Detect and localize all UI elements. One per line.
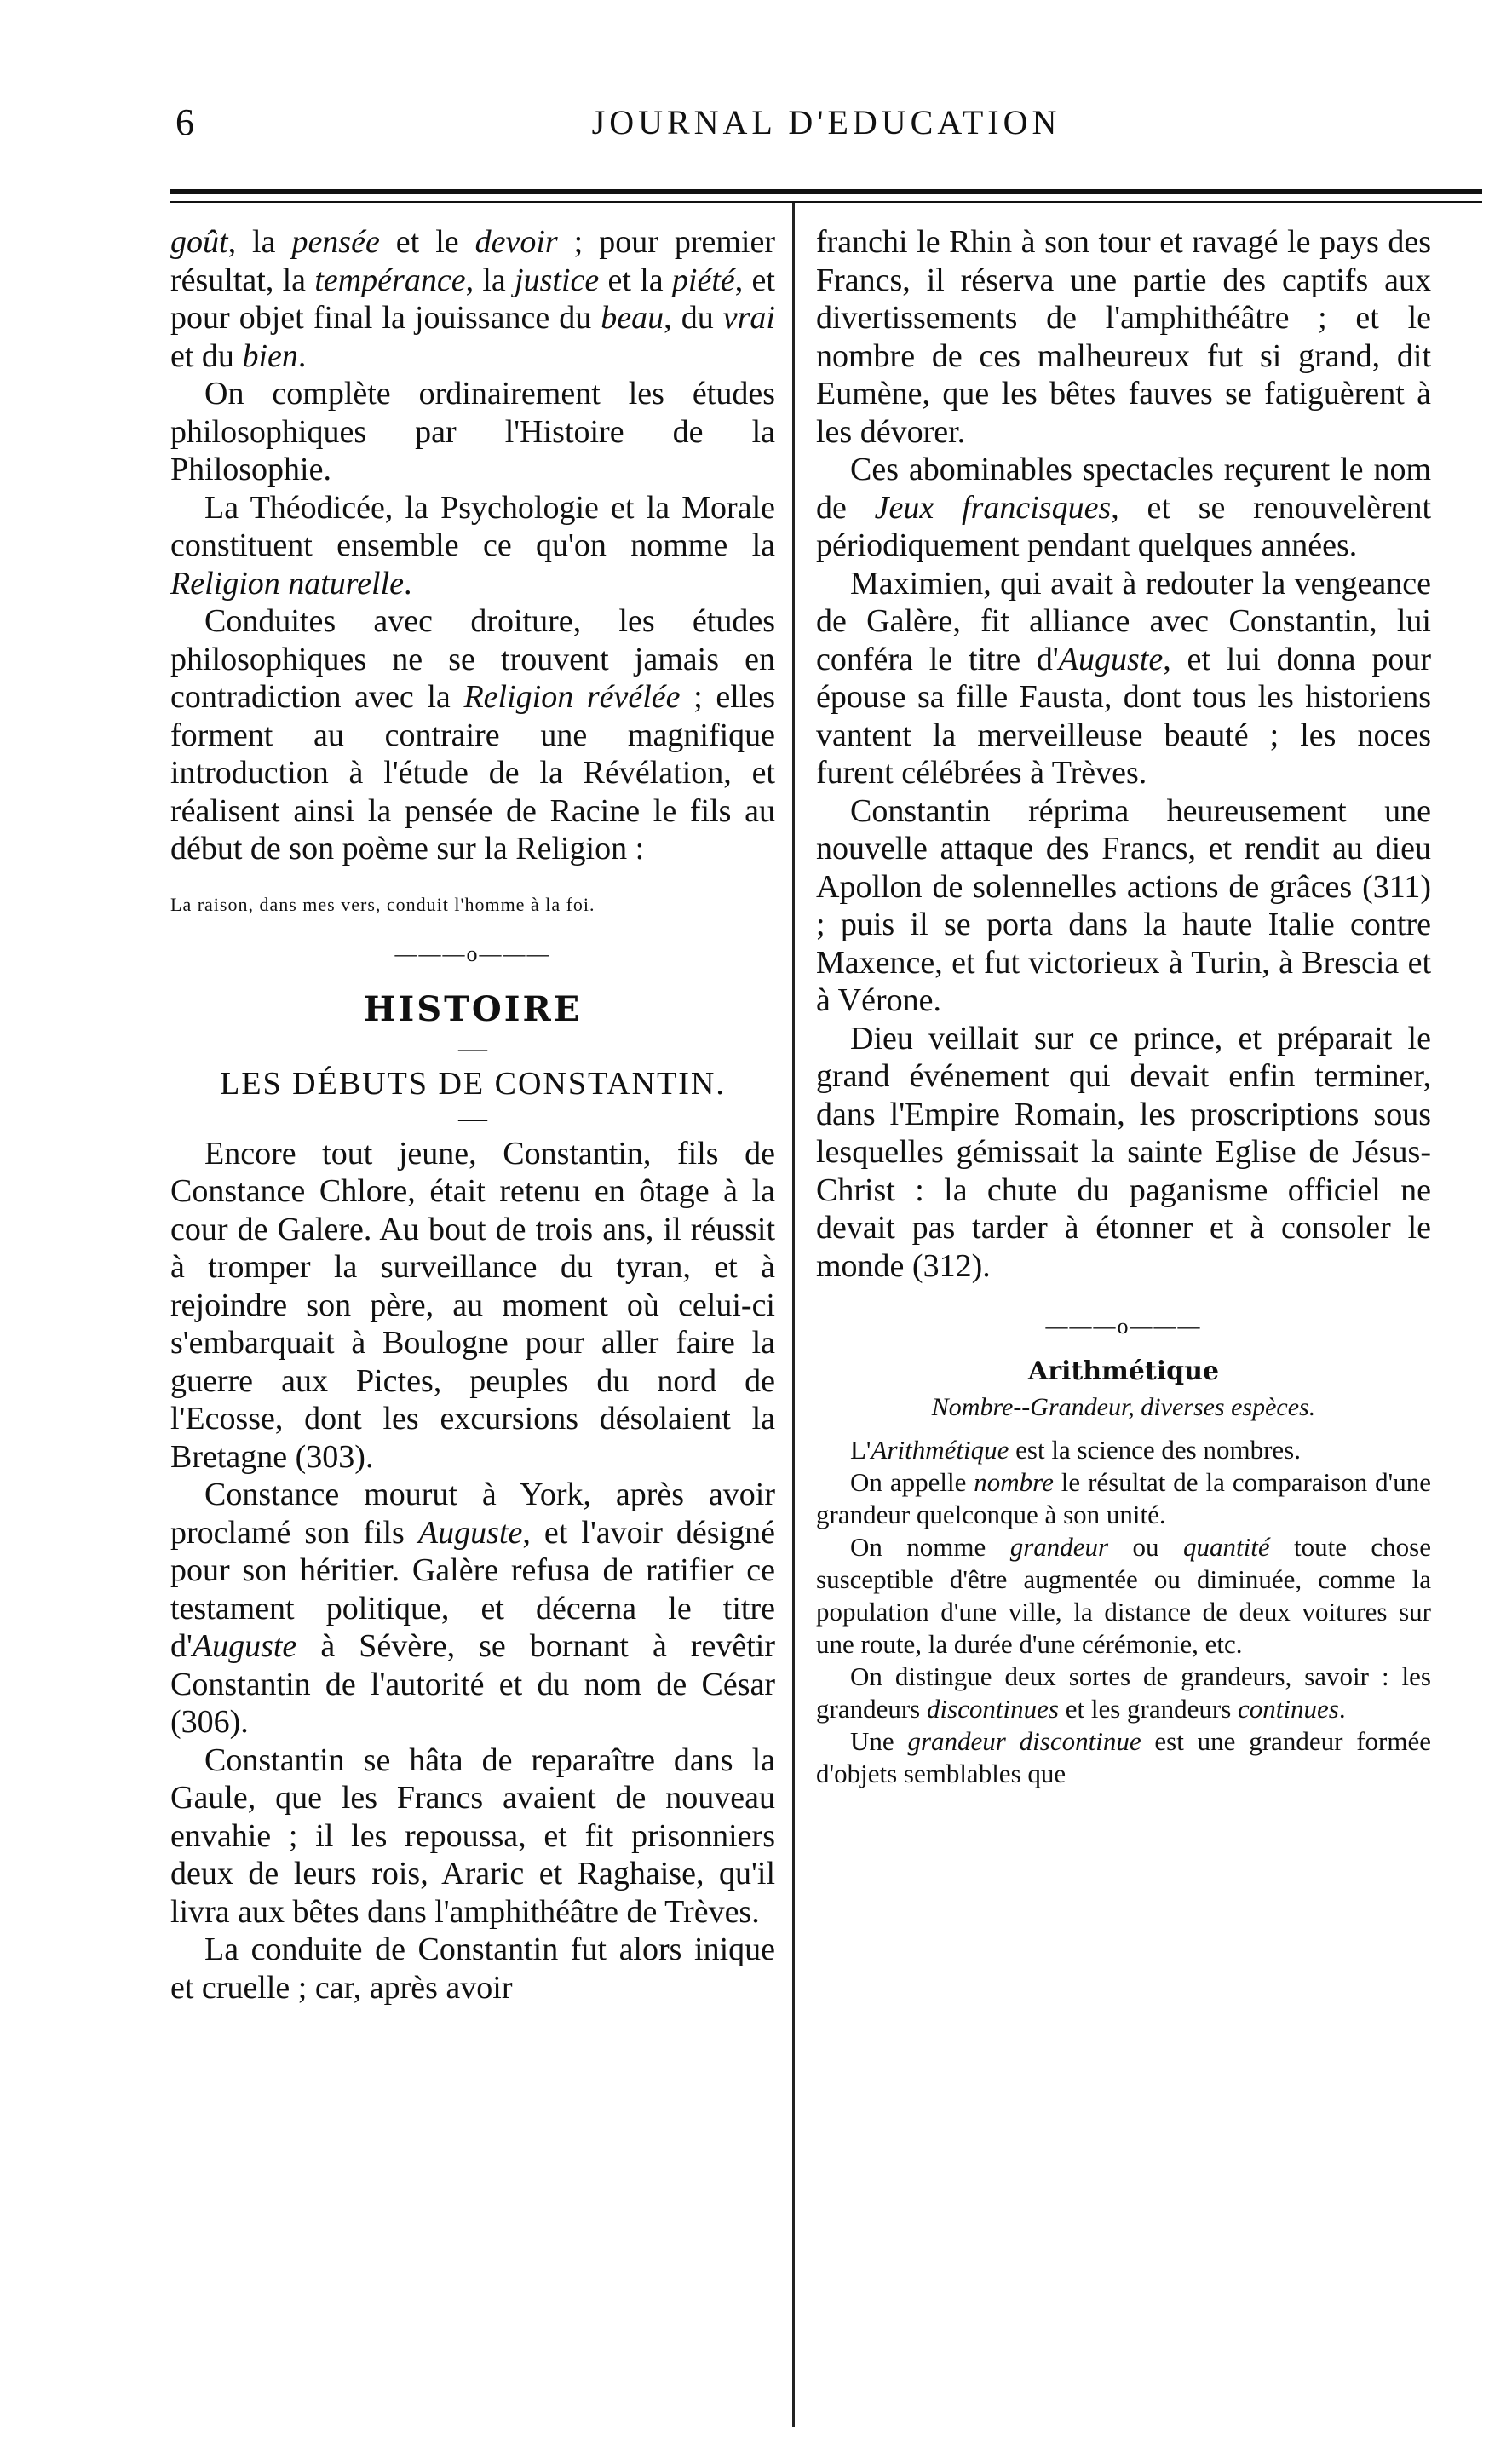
left-column — [170, 223, 775, 2007]
paragraph: Constance mourut à York, après avoir proclamé son fils Auguste, et l'avoir désigné pour son héritier. Galère refusa de ratifier ce testament politique, et décerna le titre d'Auguste à Sévère, se bornant à revêtir Constantin de l'autorité et du nom de César (306). — [170, 1477, 776, 1740]
paragraph: franchi le Rhin à son tour et ravagé le pays des Francs, il réserva une partie des captifs aux divertissements de l'amphithéâtre ; et le nombre de ces malheureux fut si grand, dit Eumène, que les bêtes fauves se fatiguèrent à les dévorer. — [816, 224, 1431, 450]
quote-line: La raison, dans mes vers, conduit l'homme à la foi. — [170, 893, 595, 915]
separator: ———o——— — [394, 941, 551, 966]
paragraph: Ces abominables spectacles reçurent le nom de Jeux francisques, et se renouvelèrent périodiquement pendant quelques années. — [816, 452, 1432, 563]
section-title: Arithmétique — [1027, 1356, 1220, 1386]
title-dash: — — [458, 1032, 487, 1064]
section-subtitle: Nombre--Grandeur, diverses espèces. — [931, 1393, 1316, 1421]
paragraph: On distingue deux sortes de grandeurs, savoir : les grandeurs discontinues et les grandeurs continues. — [816, 1661, 1431, 1724]
paragraph: Encore tout jeune, Constantin, fils de Constance Chlore, était retenu en ôtage à la cour de Galere. Au bout de trois ans, il réussit à tromper la surveillance du tyran, et à rejoindre son père, au moment où celui-ci s'embarquait à Boulogne pour aller faire la guerre aux Pictes, peuples du nord de l'Ecosse, dont les excursions désolaient la Bretagne (303). — [170, 1135, 775, 1475]
paragraph: La conduite de Constantin fut alors inique et cruelle ; car, après avoir — [170, 1932, 775, 2006]
paragraph: goût, la pensée et le devoir ; pour premier résultat, la tempérance, la justice et la piété, et pour objet final la jouissance du beau, du vrai et du bien. — [170, 224, 775, 374]
page-number: 6 — [175, 101, 194, 143]
paragraph: On appelle nombre le résultat de la comparaison d'une grandeur quelconque à son unité. — [816, 1467, 1431, 1529]
section-title: HISTOIRE — [363, 988, 583, 1029]
column-divider — [792, 203, 795, 2427]
paragraph: Constantin réprima heureusement une nouvelle attaque des Francs, et rendit au dieu Apollon de solennelles actions de grâces (311) ; puis il se porta dans la haute Italie contre Maxence, et fut victorieux à Turin, à Brescia et à Vérone. — [816, 792, 1431, 1018]
paragraph: La Théodicée, la Psychologie et la Morale constituent ensemble ce qu'on nomme la Religion naturelle. — [170, 489, 775, 602]
separator: ———o——— — [1045, 1314, 1202, 1339]
paragraph: Une grandeur discontinue est une grandeur formée d'objets semblables que — [816, 1726, 1431, 1788]
page-header — [170, 101, 1482, 160]
header-rule-thin — [170, 201, 1482, 203]
subtitle-dash: — — [458, 1102, 487, 1134]
paragraph: On nomme grandeur ou quantité toute chose susceptible d'être augmentée ou diminuée, comme la population d'une ville, la distance de deux voitures sur une route, la durée d'une cérémonie, etc. — [816, 1532, 1432, 1659]
paragraph: Constantin se hâta de reparaître dans la Gaule, que les Francs avaient de nouveau envahie ; il les repoussa, et fit prisonniers deux de leurs rois, Araric et Raghaise, qu'il livra aux bêtes dans l'amphithéâtre de Trèves. — [170, 1742, 775, 1930]
paragraph: On complète ordinairement les études philosophiques par l'Histoire de la Philosophie. — [170, 376, 775, 487]
paragraph: L'Arithmétique est la science des nombres. — [850, 1435, 1301, 1465]
section-subtitle: LES DÉBUTS DE CONSTANTIN. — [220, 1065, 726, 1102]
header-rule-thick — [170, 189, 1482, 194]
paragraph: Conduites avec droiture, les études philosophiques ne se trouvent jamais en contradiction avec la Religion révélée ; elles forment au contraire une magnifique introduction à l'étude de la Révélation, et réalisent ainsi la pensée de Racine le fils au début de son poème sur la Religion : — [170, 603, 775, 867]
right-column — [816, 223, 1431, 1790]
paragraph: Dieu veillait sur ce prince, et préparait le grand événement qui devait enfin terminer, dans l'Empire Romain, les proscriptions sous lesquelles gémissait la sainte Eglise de Jésus-Christ : la chute du paganisme officiel ne devait pas tarder à étonner et à consoler le monde (312). — [816, 1020, 1431, 1284]
paragraph: Maximien, qui avait à redouter la vengeance de Galère, fit alliance avec Constantin, lui conféra le titre d'Auguste, et lui donna pour épouse sa fille Fausta, dont tous les historiens vantent la merveilleuse beauté ; les noces furent célébrées à Trèves. — [816, 565, 1432, 791]
journal-title: JOURNAL D'EDUCATION — [591, 103, 1061, 141]
